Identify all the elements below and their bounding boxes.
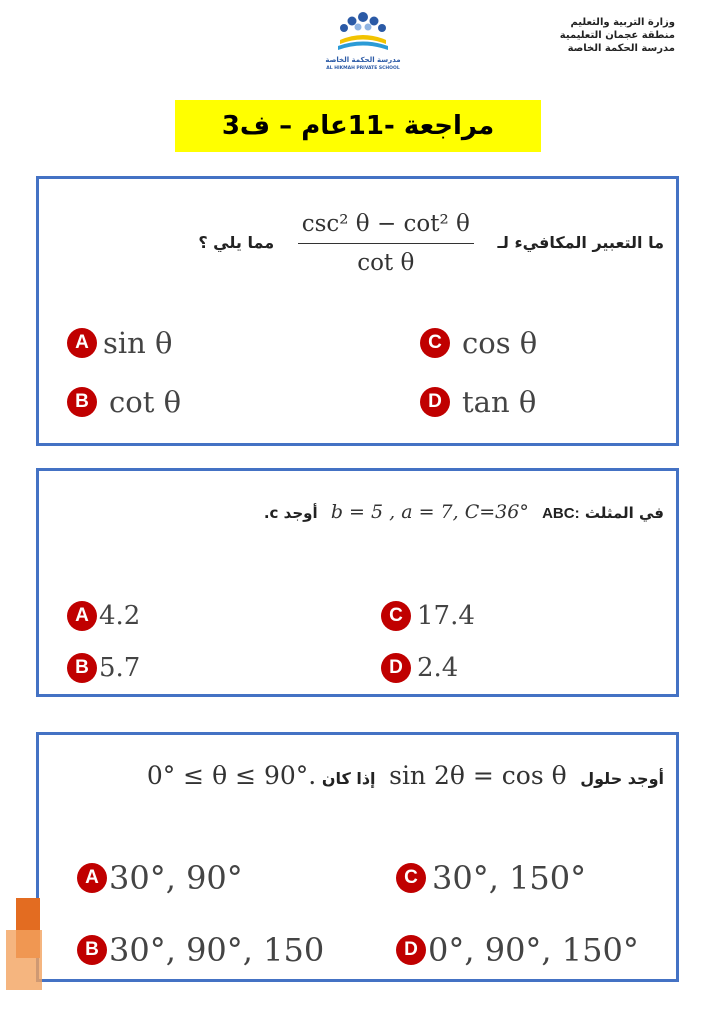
option-badge-c: C (420, 328, 450, 358)
option-badge-a: A (67, 328, 97, 358)
question-2-prefix: في المثلث (584, 504, 664, 522)
fraction-numerator: csc² θ − cot² θ (298, 209, 474, 244)
question-2-text (264, 501, 664, 523)
question-1-suffix: مما يلي ؟ (198, 233, 275, 252)
option-value-a: 4.2 (99, 601, 141, 631)
ministry-header (560, 16, 675, 55)
fraction-denominator: cot θ (357, 250, 415, 276)
option-c[interactable] (396, 859, 586, 897)
option-d[interactable] (381, 653, 458, 683)
option-value-b: 5.7 (99, 653, 141, 683)
option-badge-d: D (396, 935, 426, 965)
option-badge-a: A (67, 601, 97, 631)
option-c[interactable] (381, 601, 475, 631)
question-2-suffix: أوجد c. (263, 504, 318, 522)
option-badge-a: A (77, 863, 107, 893)
option-badge-b: B (77, 935, 107, 965)
option-value-c: 30°, 150° (432, 859, 587, 897)
angle-range: 0° ≤ θ ≤ 90°. (146, 761, 317, 790)
option-b[interactable] (67, 385, 181, 419)
question-1-prefix: ما التعبير المكافيء لـ (497, 233, 664, 252)
logo-text-arabic: مدرسة الحكمة الخاصة (325, 56, 401, 64)
option-d[interactable] (420, 385, 536, 419)
question-1-text (198, 209, 664, 278)
school-logo (318, 10, 408, 76)
question-1-fraction (298, 209, 474, 278)
option-b[interactable] (67, 653, 140, 683)
given-values: b = 5 , a = 7, C=36° (330, 501, 529, 523)
decorative-shape-light (6, 930, 42, 990)
header-line-ministry: وزارة التربية والتعليم (570, 17, 675, 28)
option-badge-c: C (381, 601, 411, 631)
question-3-prefix: أوجد حلول (580, 769, 664, 788)
option-value-d: tan θ (462, 385, 537, 419)
equation: sin 2θ = cos θ (389, 761, 567, 790)
option-badge-c: C (396, 863, 426, 893)
header-line-zone: منطقة عجمان التعليمية (559, 30, 675, 41)
question-3-box (36, 732, 679, 982)
school-logo-icon (318, 10, 408, 56)
option-a[interactable] (77, 859, 243, 897)
option-a[interactable] (67, 326, 173, 360)
triangle-label: ABC: (542, 505, 580, 522)
option-b[interactable] (77, 931, 324, 969)
option-value-a: sin θ (103, 326, 173, 360)
question-1-box (36, 176, 679, 446)
option-value-b: cot θ (109, 385, 182, 419)
option-badge-d: D (381, 653, 411, 683)
page-title: مراجعة -11عام – ف3 (175, 100, 541, 152)
option-value-b: 30°, 90°, 150 (109, 931, 325, 969)
option-a[interactable] (67, 601, 140, 631)
option-value-c: cos θ (462, 326, 538, 360)
question-3-text (139, 761, 664, 790)
option-d[interactable] (396, 931, 639, 969)
header-line-school: مدرسة الحكمة الخاصة (567, 43, 675, 54)
question-3-condition: إذا كان (321, 769, 376, 788)
option-value-c: 17.4 (417, 601, 475, 631)
option-badge-b: B (67, 653, 97, 683)
option-value-a: 30°, 90° (109, 859, 243, 897)
logo-text-english: AL HIKMAH PRIVATE SCHOOL (326, 66, 400, 71)
option-badge-d: D (420, 387, 450, 417)
question-2-box (36, 468, 679, 697)
option-value-d: 0°, 90°, 150° (428, 931, 639, 969)
option-c[interactable] (420, 326, 537, 360)
option-badge-b: B (67, 387, 97, 417)
option-value-d: 2.4 (417, 653, 459, 683)
